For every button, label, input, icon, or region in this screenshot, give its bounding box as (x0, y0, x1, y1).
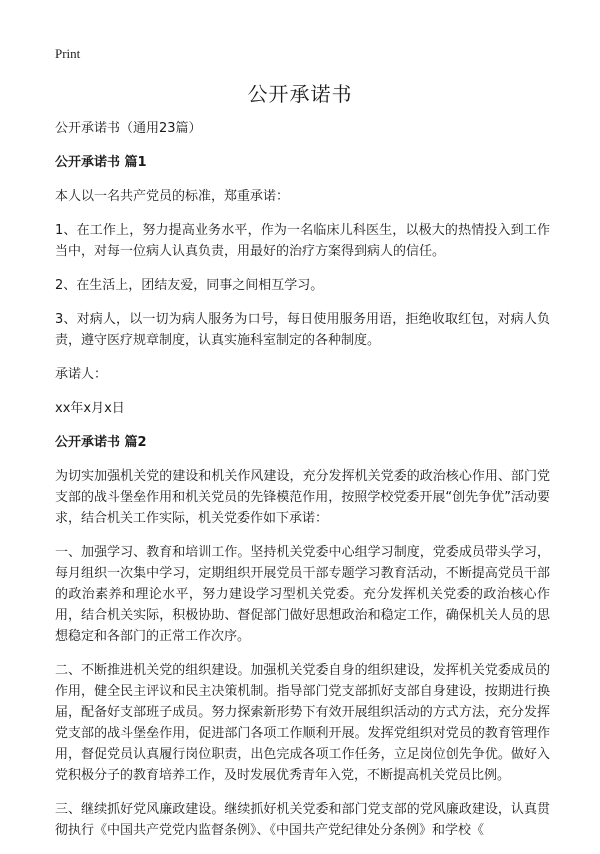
document-body (55, 118, 550, 854)
paragraph: 三、继续抓好党风廉政建设。继续抓好机关党委和部门党支部的党风廉政建设，认真贯彻执行《中国共产党党内监督条例》、《中国共产党纪律处分条例》和学校《 (55, 802, 550, 838)
document-subtitle: 公开承诺书（通用23篇） (55, 121, 202, 136)
paragraph: 1、在工作上，努力提高业务水平，作为一名临床儿科医生，以极大的热情投入到工作当中，对每一位病人认真负责，用最好的治疗方案得到病人的信任。 (55, 223, 550, 259)
section-heading: 公开承诺书 篇1 (55, 155, 147, 170)
signature-label: 承诺人： (55, 367, 108, 382)
page-title: 公开承诺书 (247, 82, 353, 106)
paragraph: 一、加强学习、教育和培训工作。坚持机关党委中心组学习制度，党委成员带头学习，每月组织一次集中学习，定期组织开展党员干部专题学习教育活动，不断提高党员干部的政治素养和理论水平，努力建设学习型机关党委。充分发挥机关党委的政治核心作用，结合机关实际，积极协助、督促部门做好思想政治和稳定工作，确保机关人员的思想稳定和各部门的正常工作次序。 (55, 545, 550, 644)
paragraph: 2、在生活上，团结友爱，同事之间相互学习。 (55, 278, 324, 293)
paragraph: 为切实加强机关党的建设和机关作风建设，充分发挥机关党委的政治核心作用、部门党支部的战斗堡垒作用和机关党员的先锋模范作用，按照学校党委开展“创先争优”活动要求，结合机关工作实际，机关党委作如下承诺： (55, 469, 550, 526)
paragraph: 3、对病人，以一切为病人服务为口号，每日使用服务用语，拒绝收取红包，对病人负责，遵守医疗规章制度，认真实施科室制定的各种制度。 (55, 312, 550, 348)
date-line: xx年x月x日 (55, 401, 125, 416)
paragraph: 本人以一名共产党员的标准，郑重承诺： (55, 189, 290, 204)
print-link[interactable]: Print (55, 46, 81, 61)
section-heading: 公开承诺书 篇2 (55, 435, 147, 450)
paragraph: 二、不断推进机关党的组织建设。加强机关党委自身的组织建设，发挥机关党委成员的作用，健全民主评议和民主决策机制。指导部门党支部抓好支部自身建设，按期进行换届，配备好支部班子成员。努力探索新形势下有效开展组织活动的方式方法，充分发挥党支部的战斗堡垒作用，促进部门各项工作顺利开展。发挥党组织对党员的教育管理作用，督促党员认真履行岗位职责，出色完成各项工作任务，立足岗位创先争优。做好入党积极分子的教育培养工作，及时发展优秀青年入党，不断提高机关党员比例。 (55, 663, 550, 783)
